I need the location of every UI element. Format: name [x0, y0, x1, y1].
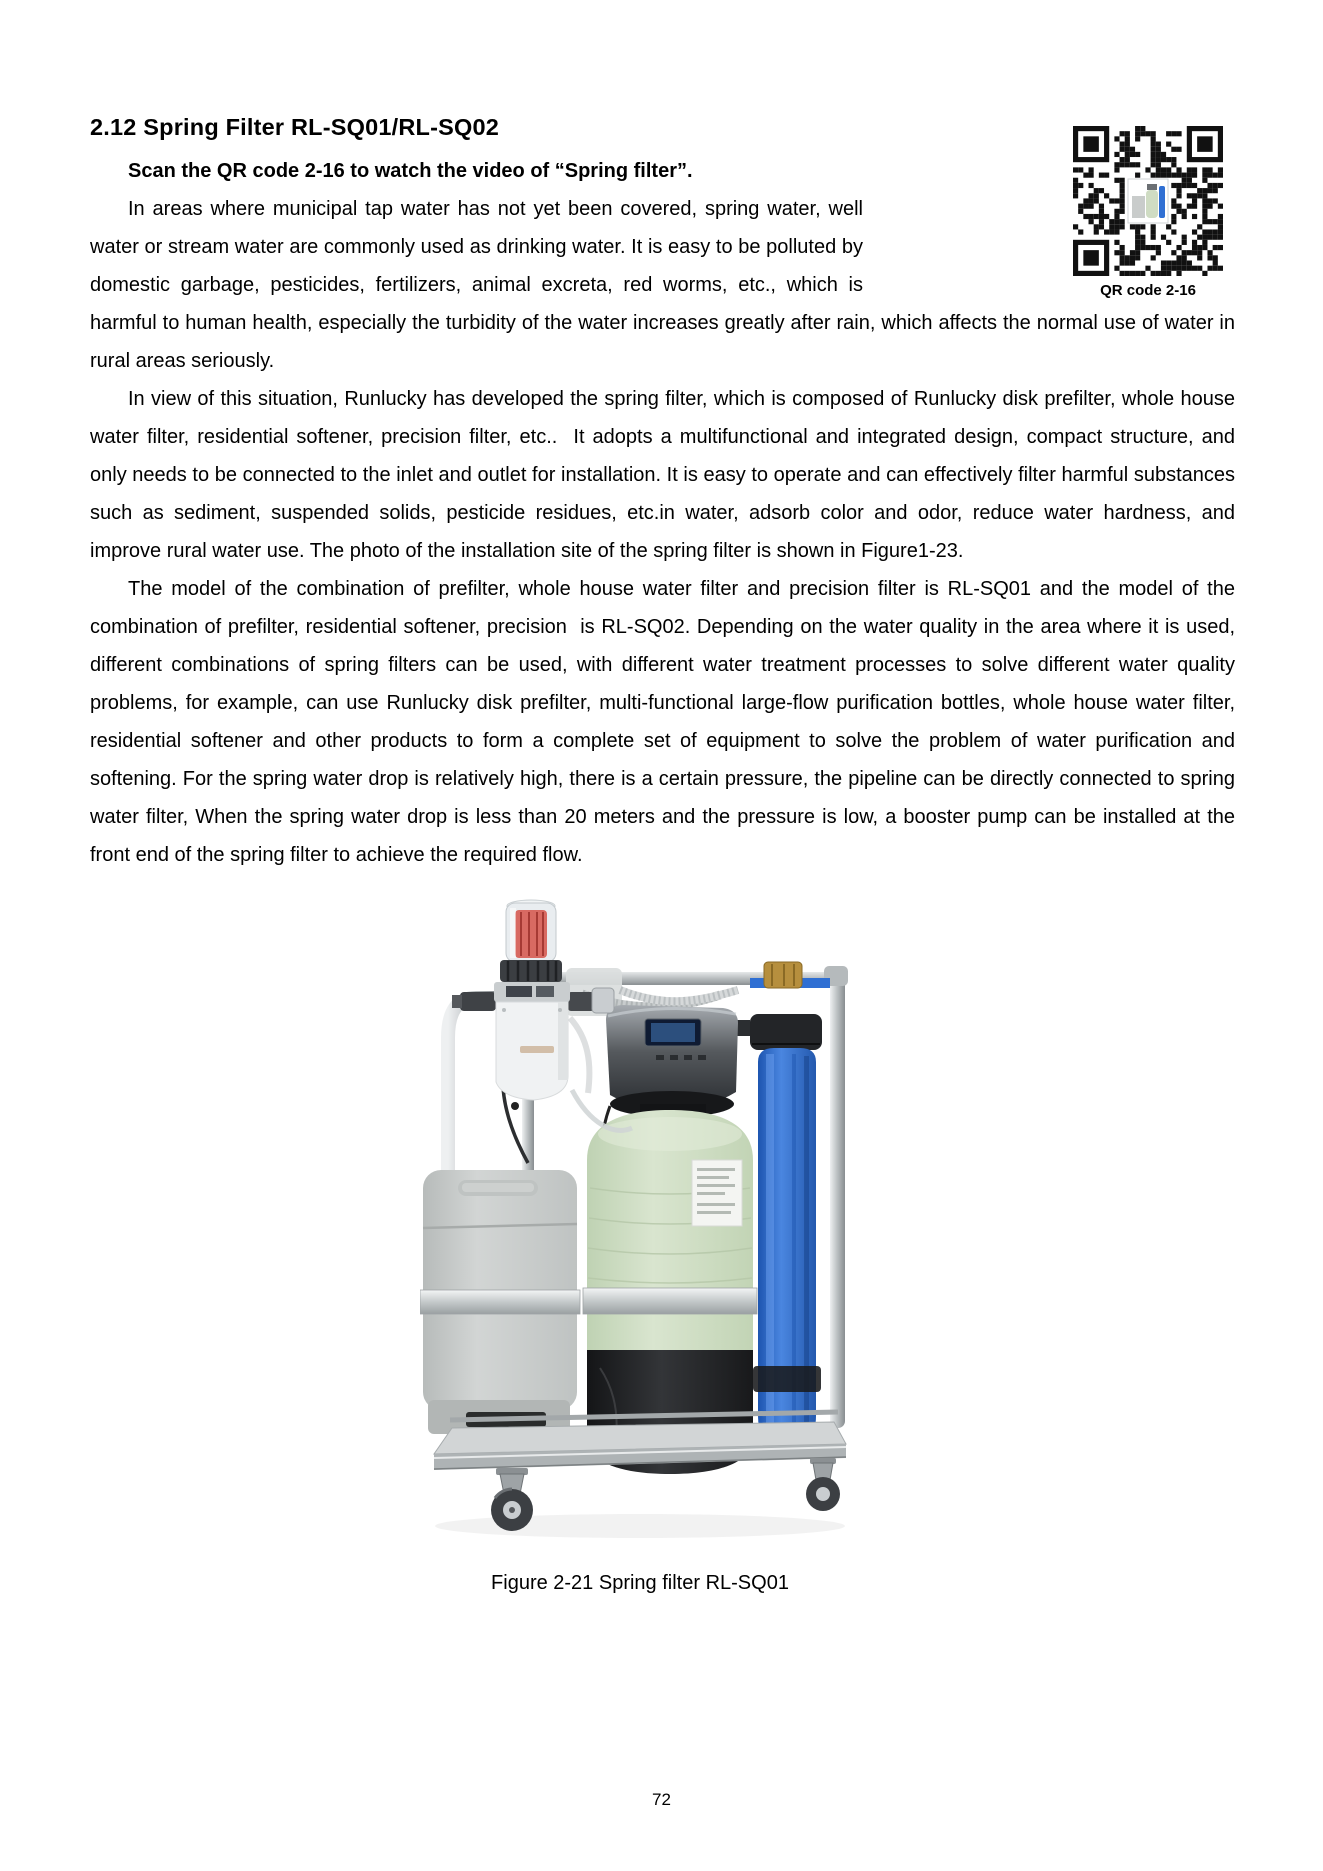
brine-tank: [420, 1170, 580, 1434]
paragraph-2: In view of this situation, Runlucky has developed the spring filter, which is composed of Runlucky disk prefilter, whole house water filter, residential softener, precision filter, etc.. It adopts a multifunctional and integrated design, compact structure, and only needs to be connected to the inlet and outlet for installation. It is easy to operate and can effectively filter harmful substances such as sediment, suspended solids, pesticide residues, etc.in water, adsorb color and odor, reduce water hardness, and improve rural water use. The photo of the installation site of the spring filter is shown in Figure1-23.: [90, 388, 1235, 562]
paragraph-1: In areas where municipal tap water has not yet been covered, spring water, well water or stream water are commonly used as drinking water. It is easy to be polluted by domestic garbage, pesticides, fertilizers, animal excreta, red worms, etc., which is harmful to human health, especially the turbidity of the water increases greatly after rain, which affects the normal use of water in rural areas seriously.: [90, 198, 1235, 372]
figure-2-21: [420, 898, 860, 1596]
paragraph-3: The model of the combination of prefilter, whole house water filter and precision filter is RL-SQ01 and the model of the combination of prefilter, residential softener, precision is RL-SQ02. Depending on the water quality in the area where it is used, different combinations of spring filters can be used, with different water treatment processes to solve different water quality problems, for example, can use Runlucky disk prefilter, multi-functional large-flow purification bottles, whole house water filter, residential softener and other products to form a complete set of equipment to solve the problem of water purification and softening. For the spring water drop is relatively high, there is a certain pressure, the pipeline can be directly connected to spring water filter, When the spring water drop is less than 20 meters and the pressure is low, a booster pump can be installed at the front end of the spring filter to achieve the required flow.: [90, 578, 1235, 866]
section-heading: 2.12 Spring Filter RL-SQ01/RL-SQ02: [90, 114, 500, 140]
scan-qr-subheading: Scan the QR code 2-16 to watch the video of “Spring filter”.: [128, 160, 693, 182]
qr-code-image: [1073, 126, 1223, 276]
disk-prefilter: [500, 900, 562, 990]
page-number: 72: [652, 1790, 671, 1809]
softener-tank: [583, 1110, 757, 1474]
figure-caption: Figure 2-21 Spring filter RL-SQ01: [491, 1572, 789, 1594]
qr-center-logo: [1128, 179, 1168, 223]
product-photo: [420, 898, 860, 1553]
qr-block: [863, 126, 1235, 300]
brass-fitting: [764, 962, 802, 988]
qr-caption: QR code 2-16: [1100, 282, 1196, 299]
